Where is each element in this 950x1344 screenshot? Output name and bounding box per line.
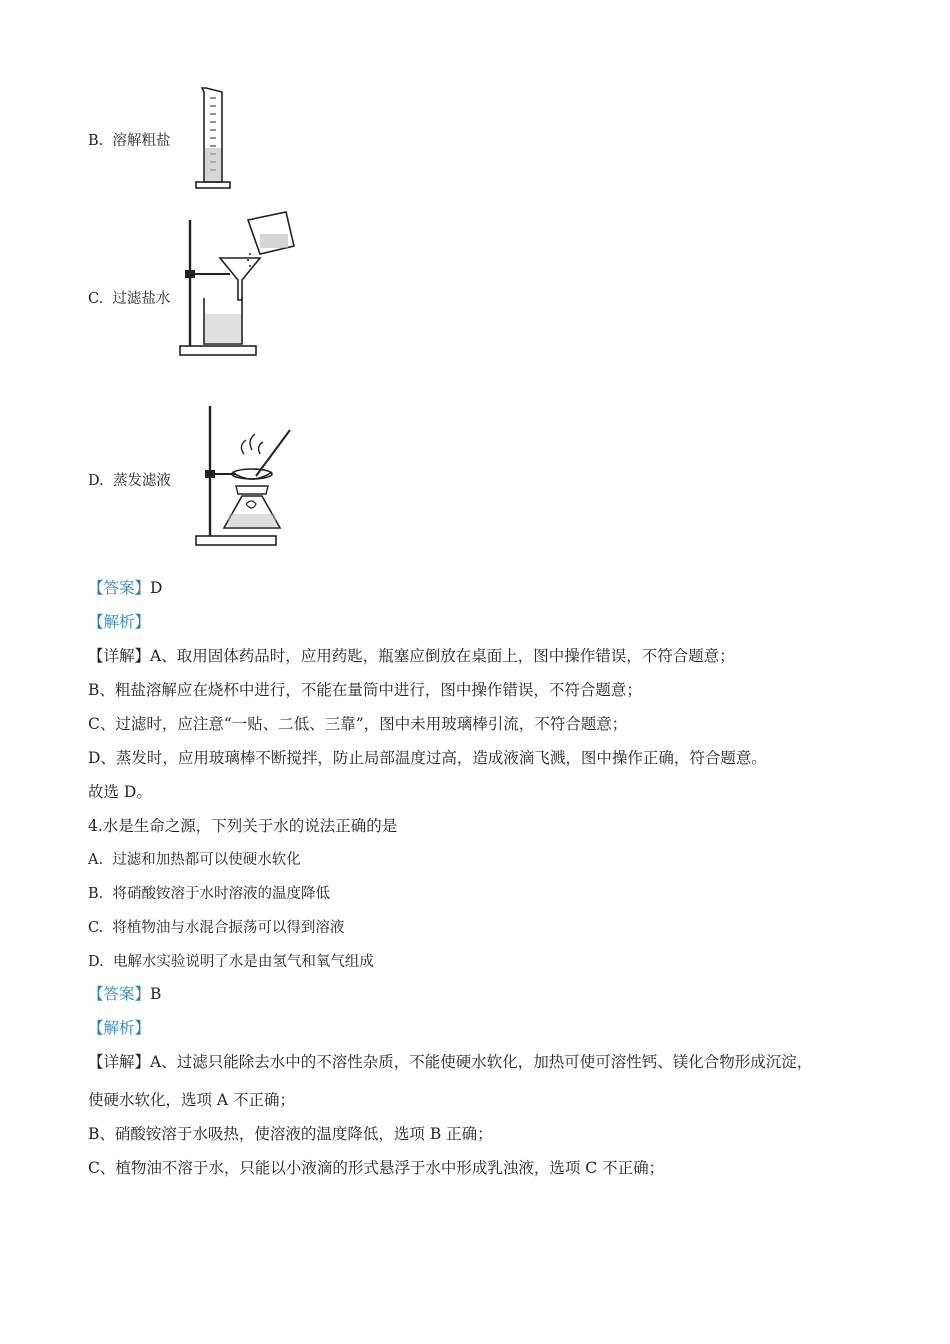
q4-analysis-label: 【解析】: [88, 1019, 151, 1037]
q3-detail-d: D、蒸发时，应用玻璃棒不断搅拌，防止局部温度过高，造成液滴飞溅，图中操作正确，符合题意。: [88, 749, 767, 767]
q4-answer: 【答案】B: [88, 985, 162, 1003]
q4-option-d: D. 电解水实验说明了水是由氢气和氧气组成: [88, 954, 374, 970]
q3-answer: 【答案】D: [88, 579, 163, 597]
q3-analysis-label: 【解析】: [88, 613, 151, 631]
q4-detail-a-line1: 【详解】A、过滤只能除去水中的不溶性杂质，不能使硬水软化，加热可使可溶性钙、镁化合物形成沉淀，: [88, 1053, 813, 1071]
q4-detail-b: B、硝酸铵溶于水吸热，使溶液的温度降低，选项 B 正确；: [88, 1125, 493, 1143]
q4-option-b: B. 将硝酸铵溶于水时溶液的温度降低: [88, 886, 330, 902]
filtration-figure: [176, 210, 298, 360]
q3-detail-a: 【详解】A、取用固体药品时，应用药匙，瓶塞应倒放在桌面上，图中操作错误，不符合题意；: [88, 647, 735, 665]
q4-option-c: C. 将植物油与水混合振荡可以得到溶液: [88, 920, 345, 936]
q4-detail-c: C、植物油不溶于水，只能以小液滴的形式悬浮于水中形成乳浊液，选项 C 不正确；: [88, 1159, 665, 1177]
q3-detail-b: B、粗盐溶解应在烧杯中进行，不能在量筒中进行，图中操作错误，不符合题意；: [88, 681, 642, 699]
option-c-label: C. 过滤盐水: [88, 291, 171, 307]
q4-stem: 4.水是生命之源，下列关于水的说法正确的是: [88, 817, 398, 835]
q4-option-a: A. 过滤和加热都可以使硬水软化: [88, 852, 301, 868]
graduated-cylinder-figure: [190, 86, 240, 192]
q3-conclusion: 故选 D。: [88, 783, 152, 801]
evaporation-figure: [194, 404, 304, 548]
option-b-label: B. 溶解粗盐: [88, 133, 171, 149]
q4-detail-a-line2: 使硬水软化，选项 A 不正确；: [88, 1091, 296, 1109]
option-d-label: D. 蒸发滤液: [88, 473, 171, 489]
q3-detail-c: C、过滤时，应注意“一贴、二低、三靠”，图中未用玻璃棒引流，不符合题意；: [88, 715, 628, 733]
